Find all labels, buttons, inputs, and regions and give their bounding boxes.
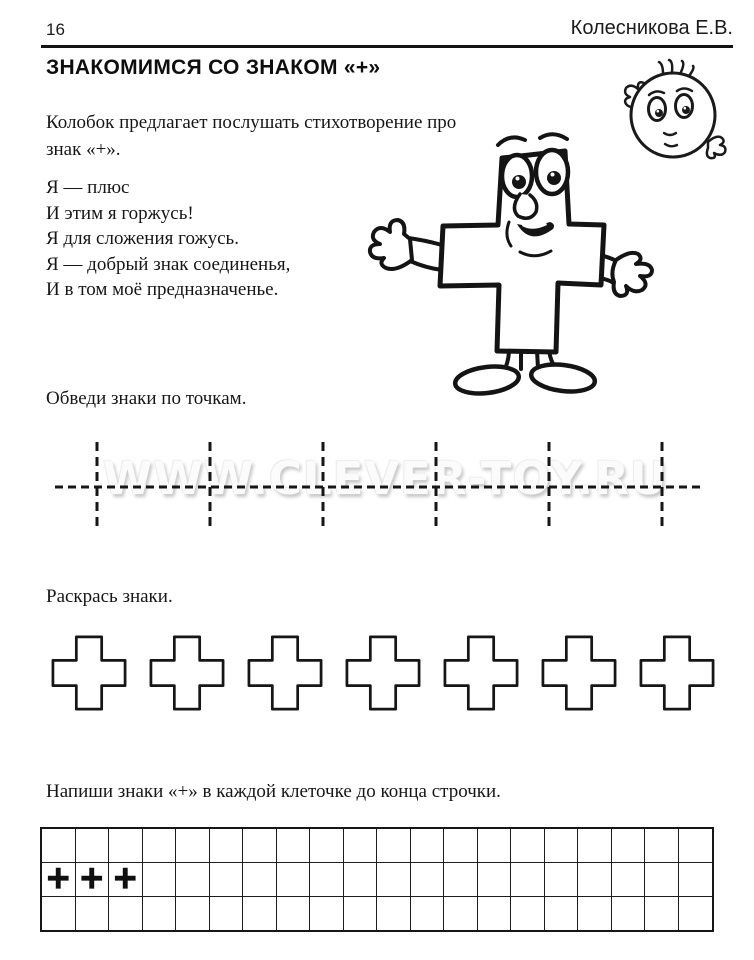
written-plus-sign: + [112, 859, 139, 896]
grid-cell [109, 829, 143, 863]
grid-cell [277, 863, 311, 897]
grid-cell [76, 897, 110, 931]
grid-cell [444, 829, 478, 863]
poem-line: И этим я горжусь! [46, 202, 194, 224]
grid-cell [578, 829, 612, 863]
grid-cell [578, 863, 612, 897]
cross-shape [53, 637, 125, 709]
task-color-label: Раскрась знаки. [46, 586, 173, 607]
grid-cell [243, 897, 277, 931]
grid-cell [645, 863, 679, 897]
grid-cell [277, 897, 311, 931]
poem-line: Я для сложения гожусь. [46, 228, 239, 249]
grid-cell [76, 829, 110, 863]
grid-cell [243, 863, 277, 897]
grid-cell [679, 897, 713, 931]
kolobok-right-hand [707, 137, 726, 158]
grid-cell [109, 897, 143, 931]
grid-cell [210, 829, 244, 863]
grid-cell [545, 897, 579, 931]
grid-cell [511, 897, 545, 931]
grid-cell [645, 897, 679, 931]
cross-outline [50, 632, 128, 714]
grid-cell [143, 829, 177, 863]
grid-cell [344, 897, 378, 931]
cross-outline [246, 632, 324, 714]
dotted-plus-row [0, 430, 754, 545]
cross-outline [540, 632, 618, 714]
right-shoe [530, 361, 597, 395]
poem-line: Я — плюс [46, 177, 130, 198]
grid-cell [478, 863, 512, 897]
watermark: WWW.CLEVER-TOY.RU [102, 451, 668, 505]
grid-cell [143, 863, 177, 897]
cross-outline [344, 632, 422, 714]
grid-cell [310, 829, 344, 863]
grid-cell [511, 863, 545, 897]
left-shoe [454, 363, 521, 397]
cross-shape [543, 637, 615, 709]
grid-cell [377, 863, 411, 897]
grid-cell [344, 829, 378, 863]
grid-cell [310, 897, 344, 931]
grid-cell [243, 829, 277, 863]
grid-cell [545, 829, 579, 863]
grid-cell [612, 897, 646, 931]
grid-cell [42, 897, 76, 931]
cross-shape [249, 637, 321, 709]
grid-cell [42, 859, 76, 897]
grid-cell [679, 829, 713, 863]
grid-cell [42, 829, 76, 863]
grid-cell [444, 897, 478, 931]
right-hand [612, 253, 652, 296]
cross-outline [638, 632, 716, 714]
cross-shape [641, 637, 713, 709]
grid-cell [612, 863, 646, 897]
grid-cell [478, 829, 512, 863]
grid-cell [444, 863, 478, 897]
cross-shape [151, 637, 223, 709]
grid-cell [310, 863, 344, 897]
page-title: ЗНАКОМИМСЯ СО ЗНАКОМ «+» [46, 56, 381, 79]
grid-cell [143, 897, 177, 931]
task-trace-label: Обведи знаки по точкам. [46, 388, 247, 409]
grid-cell [210, 897, 244, 931]
cross-outline [442, 632, 520, 714]
grid-cell [679, 863, 713, 897]
poem-line: И в том моё предназначенье. [46, 279, 279, 300]
poem-line: Я — добрый знак соединенья, [46, 253, 291, 275]
grid-cell [277, 829, 311, 863]
grid-cell [176, 897, 210, 931]
plus-character-illustration [360, 112, 655, 407]
grid-cell [377, 829, 411, 863]
cross-outline [148, 632, 226, 714]
grid-cell [612, 829, 646, 863]
grid-cell [645, 829, 679, 863]
cross-shape [347, 637, 419, 709]
grid-cell [76, 859, 110, 897]
left-hand [370, 220, 412, 269]
writing-grid [40, 827, 714, 932]
grid-cell [411, 897, 445, 931]
header-rule [41, 45, 733, 48]
written-plus-sign: + [45, 859, 72, 896]
grid-cell [478, 897, 512, 931]
grid-cell [176, 863, 210, 897]
intro-text: Колобок предлагает послушать стихотворение про знак «+». [46, 112, 457, 160]
grid-cell [109, 859, 143, 897]
grid-cell [344, 863, 378, 897]
cross-shape [445, 637, 517, 709]
task-write-label: Напиши знаки «+» в каждой клеточке до конца строчки. [46, 781, 501, 802]
grid-cell [210, 863, 244, 897]
grid-cell [176, 829, 210, 863]
grid-cell [411, 863, 445, 897]
grid-cell [377, 897, 411, 931]
cross-outline-row [50, 632, 718, 714]
grid-cell [511, 829, 545, 863]
written-plus-sign: + [78, 859, 105, 896]
grid-cell [411, 829, 445, 863]
poem [46, 175, 290, 303]
grid-cell [545, 863, 579, 897]
grid-cell [578, 897, 612, 931]
page-number: 16 [46, 20, 65, 39]
author-name: Колесникова Е.В. [570, 17, 733, 39]
